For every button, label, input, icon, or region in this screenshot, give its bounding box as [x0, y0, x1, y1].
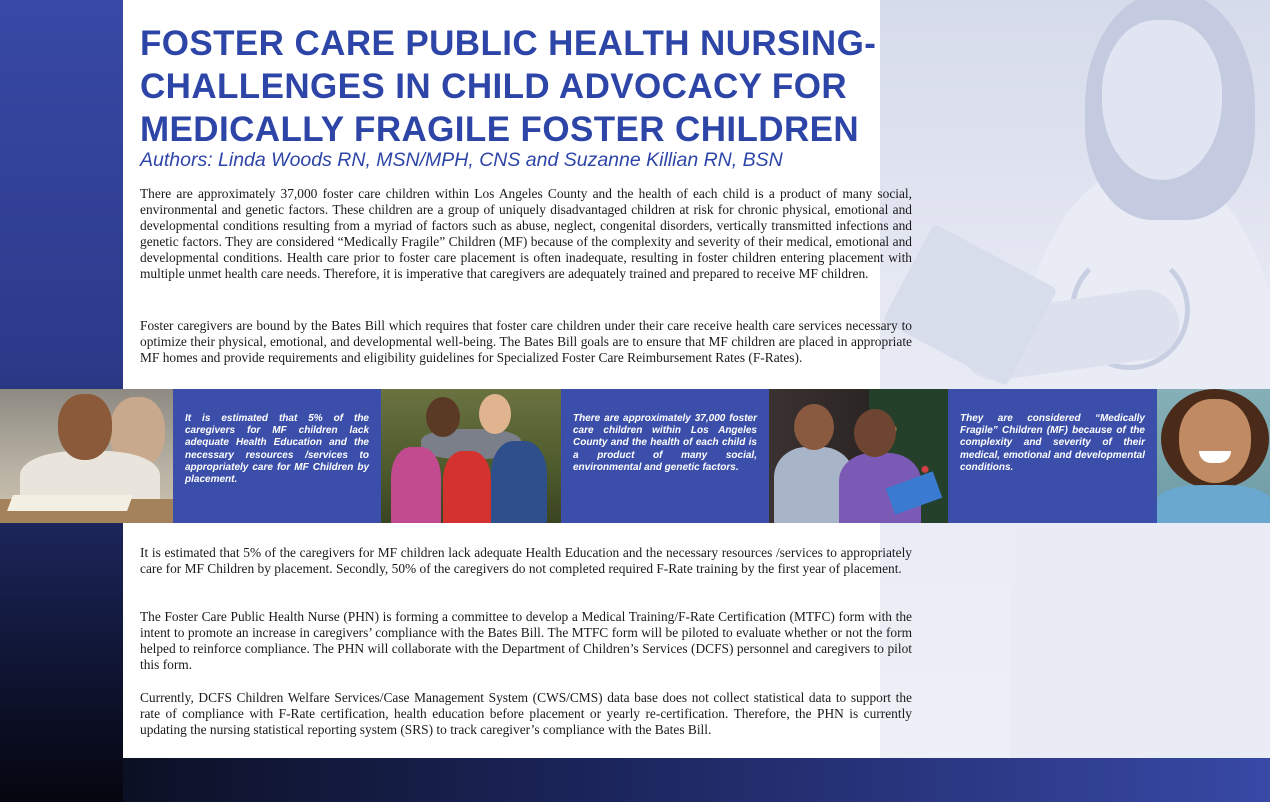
christmas-girls-photo — [769, 389, 948, 523]
callout-caregiver-education: It is estimated that 5% of the caregivers for MF children lack adequate Health Education and the necessary resources /services to appropriately care for MF Children by placement. — [173, 389, 381, 523]
intro-paragraph: There are approximately 37,000 foster care children within Los Angeles County and the health of each child is a product of many social, environmental and genetic factors. These children are a group of uniquely disadvantaged children at risk for chronic physical, emotional and developmental conditions resulting from a myriad of factors such as abuse, neglect, congenital disorders, vertically transmitted infections and genetic factors. They are considered “Medically Fragile” Children (MF) because of the complexity and severity of their medical, emotional and developmental conditions. Health care prior to foster care placement is often inadequate, resulting in foster children entering placement with multiple unmet health care needs. Therefore, it is imperative that caregivers are adequately trained and prepared to receive MF children. — [140, 186, 912, 282]
caregiver-stats-paragraph: It is estimated that 5% of the caregivers for MF children lack adequate Health Education and the necessary resources /services to appropriately care for MF Children by placement. Secondly, 50% of the caregivers do not completed required F-Rate training by the first year of placement. — [140, 545, 912, 577]
cws-cms-paragraph: Currently, DCFS Children Welfare Services/Case Management System (CWS/CMS) data base does not collect statistical data to support the rate of compliance with F-Rate certification, health education before placement or yearly re-certification. Therefore, the PHN is currently updating the nursing statistical reporting system (SRS) to track caregiver’s compliance with the Bates Bill. — [140, 690, 912, 738]
callout-medically-fragile: They are considered “Medically Fragile” Children (MF) because of the complexity and severity of their medical, emotional and developmental conditions. — [948, 389, 1157, 523]
bottom-decorative-bar — [123, 758, 1270, 802]
classroom-boy-photo — [0, 389, 173, 523]
bates-bill-paragraph: Foster caregivers are bound by the Bates Bill which requires that foster care children under their care receive health care services necessary to optimize their physical, emotional, and developmental well-being. The Bates Bill goals are to ensure that MF children are placed in appropriate MF homes and provide requirements and eligibility guidelines for Specialized Foster Care Reimbursement Rates (F-Rates). — [140, 318, 912, 366]
phn-committee-paragraph: The Foster Care Public Health Nurse (PHN) is forming a committee to develop a Medical Training/F-Rate Certification (MTFC) form with the intent to promote an increase in caregivers’ compliance with the Bates Bill. The MTFC form will be piloted to evaluate whether or not the form helped to reinforce compliance. The PHN will collaborate with the Department of Children’s Services (DCFS) personnel and caregivers to pilot this form. — [140, 609, 912, 673]
authors-line: Authors: Linda Woods RN, MSN/MPH, CNS and Suzanne Killian RN, BSN — [140, 149, 783, 171]
family-photo — [381, 389, 561, 523]
nurse-background-image — [880, 0, 1270, 758]
photo-strip — [0, 389, 1270, 523]
callout-foster-count: There are approximately 37,000 foster care children within Los Angeles County and the health of each child is a product of many social, environmental and genetic factors. — [561, 389, 769, 523]
poster-title: FOSTER CARE PUBLIC HEALTH NURSING- CHALLENGES IN CHILD ADVOCACY FOR MEDICALLY FRAGILE FOSTER CHILDREN — [140, 24, 877, 149]
smiling-girl-photo — [1157, 389, 1270, 523]
